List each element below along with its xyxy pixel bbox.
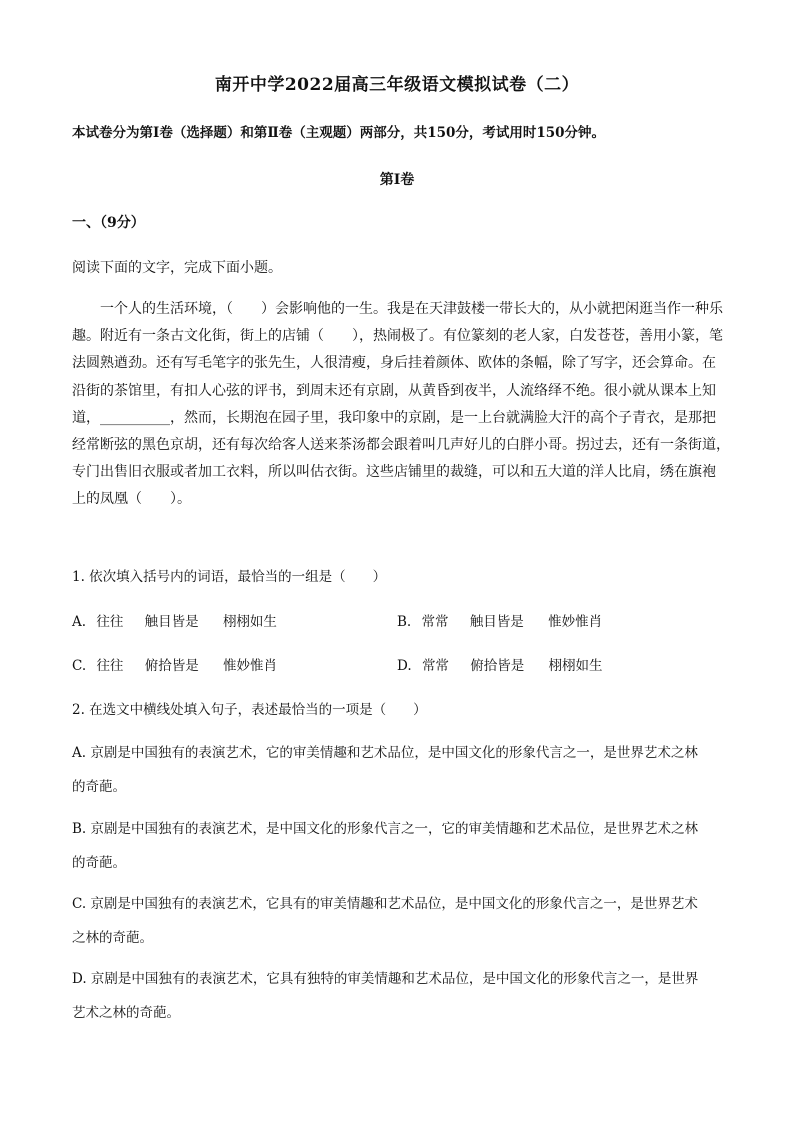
q1-option-c (72, 654, 277, 674)
option-line: D. 京剧是中国独有的表演艺术，它具有独特的审美情趣和艺术品位，是中国文化的形象代言之一，是世界 (72, 971, 699, 987)
q1-option-d (397, 654, 603, 674)
option-word: 栩栩如生 (548, 658, 603, 674)
option-word: 常常 (421, 658, 449, 674)
reading-passage (72, 296, 730, 514)
passage-line: 沿街的茶馆里，有扣人心弦的评书，到周末还有京剧，从黄昏到夜半，人流络绎不绝。很小就从课本上知 (72, 382, 716, 399)
question-2-stem: 2. 在选文中横线处填入句子，表述最恰当的一项是（ ） (72, 702, 427, 718)
option-word: 常常 (421, 614, 449, 630)
passage-line: 趣。附近有一条古文化街，街上的店铺（ ），热闹极了。有位篆刻的老人家，白发苍苍，善用小篆，笔 (72, 328, 723, 345)
option-word: 惟妙惟肖 (548, 614, 603, 630)
option-line: 的奇葩。 (72, 855, 126, 871)
q2-option-d (72, 962, 726, 1030)
option-line: A. 京剧是中国独有的表演艺术，它的审美情趣和艺术品位，是中国文化的形象代言之一，是世界艺术之林 (72, 745, 698, 761)
passage-line: 法圆熟遒劲。还有写毛笔字的张先生，人很清瘦，身后挂着颜体、欧体的条幅，除了写字，还会算命。在 (72, 355, 716, 372)
option-label: B. (397, 614, 412, 630)
reading-instruction: 阅读下面的文字，完成下面小题。 (72, 260, 282, 276)
passage-line: 上的凤凰（ ）。 (72, 491, 191, 508)
option-word: 惟妙惟肖 (223, 658, 278, 674)
part-title: 第Ⅰ卷 (379, 172, 415, 188)
option-word: 栩栩如生 (222, 614, 277, 630)
option-label: C. (72, 658, 87, 674)
q2-option-c (72, 887, 726, 955)
option-line: B. 京剧是中国独有的表演艺术，是中国文化的形象代言之一，它的审美情趣和艺术品位，是世界艺术之林 (72, 821, 699, 837)
option-line: C. 京剧是中国独有的表演艺术，它具有的审美情趣和艺术品位，是中国文化的形象代言之一，是世界艺术 (72, 896, 698, 912)
option-word: 往往 (96, 614, 124, 630)
option-line: 的奇葩。 (72, 779, 126, 795)
passage-line: 专门出售旧衣服或者加工衣料，所以叫估衣街。这些店铺里的裁缝，可以和五大道的洋人比肩，绣在旗袍 (72, 464, 716, 481)
section-title: 一、（9分） (72, 215, 145, 231)
passage-line: 经常断弦的黑色京胡，还有每次给客人送来茶汤都会跟着叫几声好儿的白胖小哥。拐过去，还有一条街道， (72, 437, 730, 454)
option-word: 触目皆是 (469, 614, 524, 630)
option-line: 艺术之林的奇葩。 (72, 1005, 180, 1021)
passage-line: 道，__________，然而，长期泡在园子里，我印象中的京剧，是一上台就满脸大汗的高个子青衣，是那把 (72, 409, 716, 426)
question-1-stem: 1. 依次填入括号内的词语，最恰当的一组是（ ） (72, 569, 387, 585)
q1-option-b (397, 610, 602, 630)
option-label: D. (397, 658, 412, 674)
option-line: 之林的奇葩。 (72, 930, 153, 946)
option-word: 触目皆是 (144, 614, 199, 630)
q2-option-b (72, 812, 726, 880)
exam-intro: 本试卷分为第Ⅰ卷（选择题）和第Ⅱ卷（主观题）两部分，共150分，考试用时150分钟。 (72, 125, 606, 141)
q1-option-a (72, 610, 277, 630)
option-word: 俯拾皆是 (470, 658, 525, 674)
q2-option-a (72, 736, 726, 804)
option-label: A. (72, 614, 87, 630)
exam-title: 南开中学2022届高三年级语文模拟试卷（二） (214, 75, 580, 95)
option-word: 俯拾皆是 (144, 658, 199, 674)
option-word: 往往 (96, 658, 124, 674)
passage-line: 一个人的生活环境，（ ）会影响他的一生。我是在天津鼓楼一带长大的，从小就把闲逛当作一种乐 (100, 301, 723, 317)
